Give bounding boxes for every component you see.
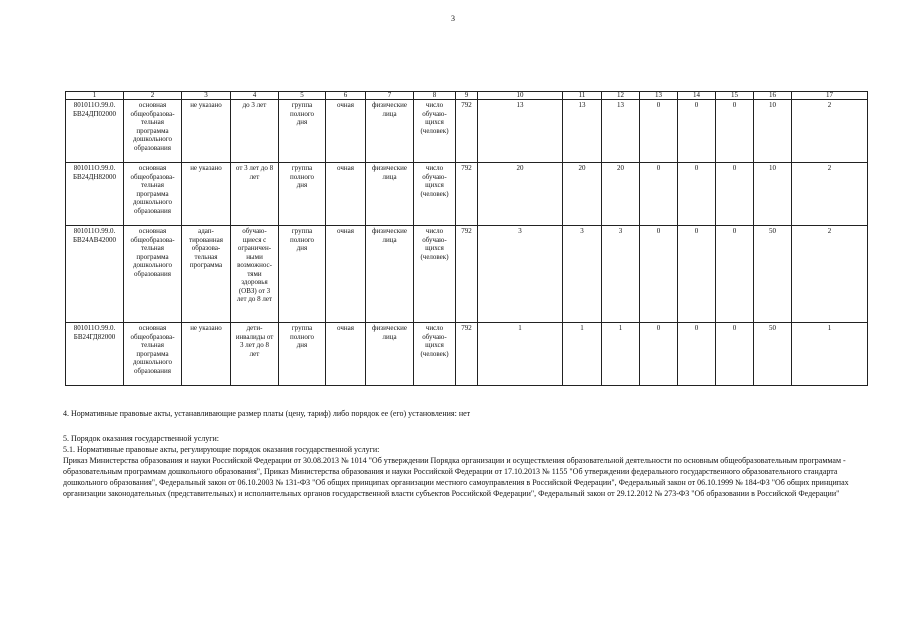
table-cell: основная общеобразова- тельная программа дошкольного образования <box>124 100 182 163</box>
table-cell: 0 <box>716 226 754 323</box>
table-cell: 2 <box>792 163 868 226</box>
table-cell: 50 <box>754 323 792 386</box>
table-cell: 13 <box>563 100 602 163</box>
legal-acts-paragraph: Приказ Министерства образования и науки Российской Федерации от 30.08.2013 № 1014 "Об утверждении Порядка организации и осуществления образовательной деятельности по основным общеобразовательным программам - образовательным программам дошкольного образования", Приказ Министерства образования и науки Российской Федерации от 17.10.2013 № 1155 "Об утверждении федерального государственного образовательного стандарта дошкольного образования", Федеральный закон от 06.10.2003 № 131-ФЗ "Об общих принципах организации местного самоуправления в Российской Федерации", Федеральный закон от 06.10.1999 № 184-ФЗ "Об общих принципах организации законодательных (представительных) и исполнительных органов государственной власти субъектов Российской Федерации", Федеральный закон от 29.12.2012 № 273-ФЗ "Об образовании в Российской Федерации" <box>63 456 849 498</box>
table-cell: 2 <box>792 100 868 163</box>
table-cell: 3 <box>478 226 563 323</box>
table-cell: 0 <box>678 226 716 323</box>
table-cell: 0 <box>716 323 754 386</box>
column-header: 6 <box>326 92 366 100</box>
column-header: 11 <box>563 92 602 100</box>
column-header: 15 <box>716 92 754 100</box>
table-cell: число обучаю- щихся (человек) <box>414 163 456 226</box>
table-cell: 801011О.99.0. БВ24ГД82000 <box>66 323 124 386</box>
table-cell: 1 <box>563 323 602 386</box>
table-cell: 0 <box>678 100 716 163</box>
table-cell: 3 <box>602 226 640 323</box>
table-cell: основная общеобразова- тельная программа дошкольного образования <box>124 226 182 323</box>
table-cell: 1 <box>478 323 563 386</box>
table-cell: не указано <box>182 163 231 226</box>
table-cell: физические лица <box>366 100 414 163</box>
indicators-table <box>65 91 868 386</box>
table-cell: 10 <box>754 100 792 163</box>
table-row <box>66 323 868 386</box>
table-cell: группа полного дня <box>279 163 326 226</box>
table-cell: 0 <box>640 100 678 163</box>
column-header: 17 <box>792 92 868 100</box>
table-cell: физические лица <box>366 163 414 226</box>
table-cell: 20 <box>602 163 640 226</box>
table-cell: 50 <box>754 226 792 323</box>
table-cell: 0 <box>640 163 678 226</box>
table-row <box>66 163 868 226</box>
table-cell: 801011О.99.0. БВ24ДН82000 <box>66 163 124 226</box>
table-cell: 1 <box>792 323 868 386</box>
column-header: 7 <box>366 92 414 100</box>
table-cell: от 3 лет до 8 лет <box>231 163 279 226</box>
table-cell: 801011О.99.0. БВ24АВ42000 <box>66 226 124 323</box>
table-cell: группа полного дня <box>279 226 326 323</box>
page-number: 3 <box>451 14 455 23</box>
column-header: 1 <box>66 92 124 100</box>
section-4-paragraph: 4. Нормативные правовые акты, устанавливающие размер платы (цену, тариф) либо порядок ее (его) установления: нет <box>63 409 471 418</box>
table-row <box>66 100 868 163</box>
table-cell: 1 <box>602 323 640 386</box>
column-header: 8 <box>414 92 456 100</box>
table-cell: 13 <box>602 100 640 163</box>
table-cell: группа полного дня <box>279 323 326 386</box>
table-cell: 0 <box>716 163 754 226</box>
table-cell: 801011О.99.0. БВ24ДП02000 <box>66 100 124 163</box>
section-5-heading: 5. Порядок оказания государственной услуги: <box>63 434 220 443</box>
column-header: 3 <box>182 92 231 100</box>
column-header: 2 <box>124 92 182 100</box>
column-header: 4 <box>231 92 279 100</box>
table-cell: 3 <box>563 226 602 323</box>
table-cell: 13 <box>478 100 563 163</box>
table-cell: число обучаю- щихся (человек) <box>414 323 456 386</box>
table-cell: 20 <box>478 163 563 226</box>
column-header: 14 <box>678 92 716 100</box>
table-cell: обучаю- щиеся с ограничен- ными возможнос- тями здоровья (ОВЗ) от 3 лет до 8 лет <box>231 226 279 323</box>
table-cell: очная <box>326 163 366 226</box>
table-cell: очная <box>326 323 366 386</box>
table-cell: число обучаю- щихся (человек) <box>414 100 456 163</box>
table-cell: не указано <box>182 323 231 386</box>
column-header: 5 <box>279 92 326 100</box>
table-row <box>66 226 868 323</box>
column-header: 12 <box>602 92 640 100</box>
column-header: 9 <box>456 92 478 100</box>
column-header: 10 <box>478 92 563 100</box>
table-cell: 0 <box>678 323 716 386</box>
table-cell: не указано <box>182 100 231 163</box>
table-cell: адап- тированная образова- тельная программа <box>182 226 231 323</box>
table-cell: дети- инвалиды от 3 лет до 8 лет <box>231 323 279 386</box>
table-cell: 0 <box>640 226 678 323</box>
table-cell: 0 <box>716 100 754 163</box>
table-cell: число обучаю- щихся (человек) <box>414 226 456 323</box>
table-cell: 792 <box>456 100 478 163</box>
table-cell: физические лица <box>366 226 414 323</box>
column-header: 16 <box>754 92 792 100</box>
table-cell: физические лица <box>366 323 414 386</box>
table-cell: 792 <box>456 323 478 386</box>
table-cell: 0 <box>678 163 716 226</box>
table-cell: 792 <box>456 226 478 323</box>
table-cell: группа полного дня <box>279 100 326 163</box>
table-cell: 2 <box>792 226 868 323</box>
table-cell: 10 <box>754 163 792 226</box>
table-cell: 792 <box>456 163 478 226</box>
table-cell: 0 <box>640 323 678 386</box>
table-cell: до 3 лет <box>231 100 279 163</box>
table-header-row <box>66 92 868 100</box>
column-header: 13 <box>640 92 678 100</box>
table-cell: очная <box>326 226 366 323</box>
table-cell: основная общеобразова- тельная программа дошкольного образования <box>124 323 182 386</box>
section-5-1-heading: 5.1. Нормативные правовые акты, регулирующие порядок оказания государственной услуги: <box>63 445 380 454</box>
table-cell: очная <box>326 100 366 163</box>
table-cell: 20 <box>563 163 602 226</box>
table-cell: основная общеобразова- тельная программа дошкольного образования <box>124 163 182 226</box>
